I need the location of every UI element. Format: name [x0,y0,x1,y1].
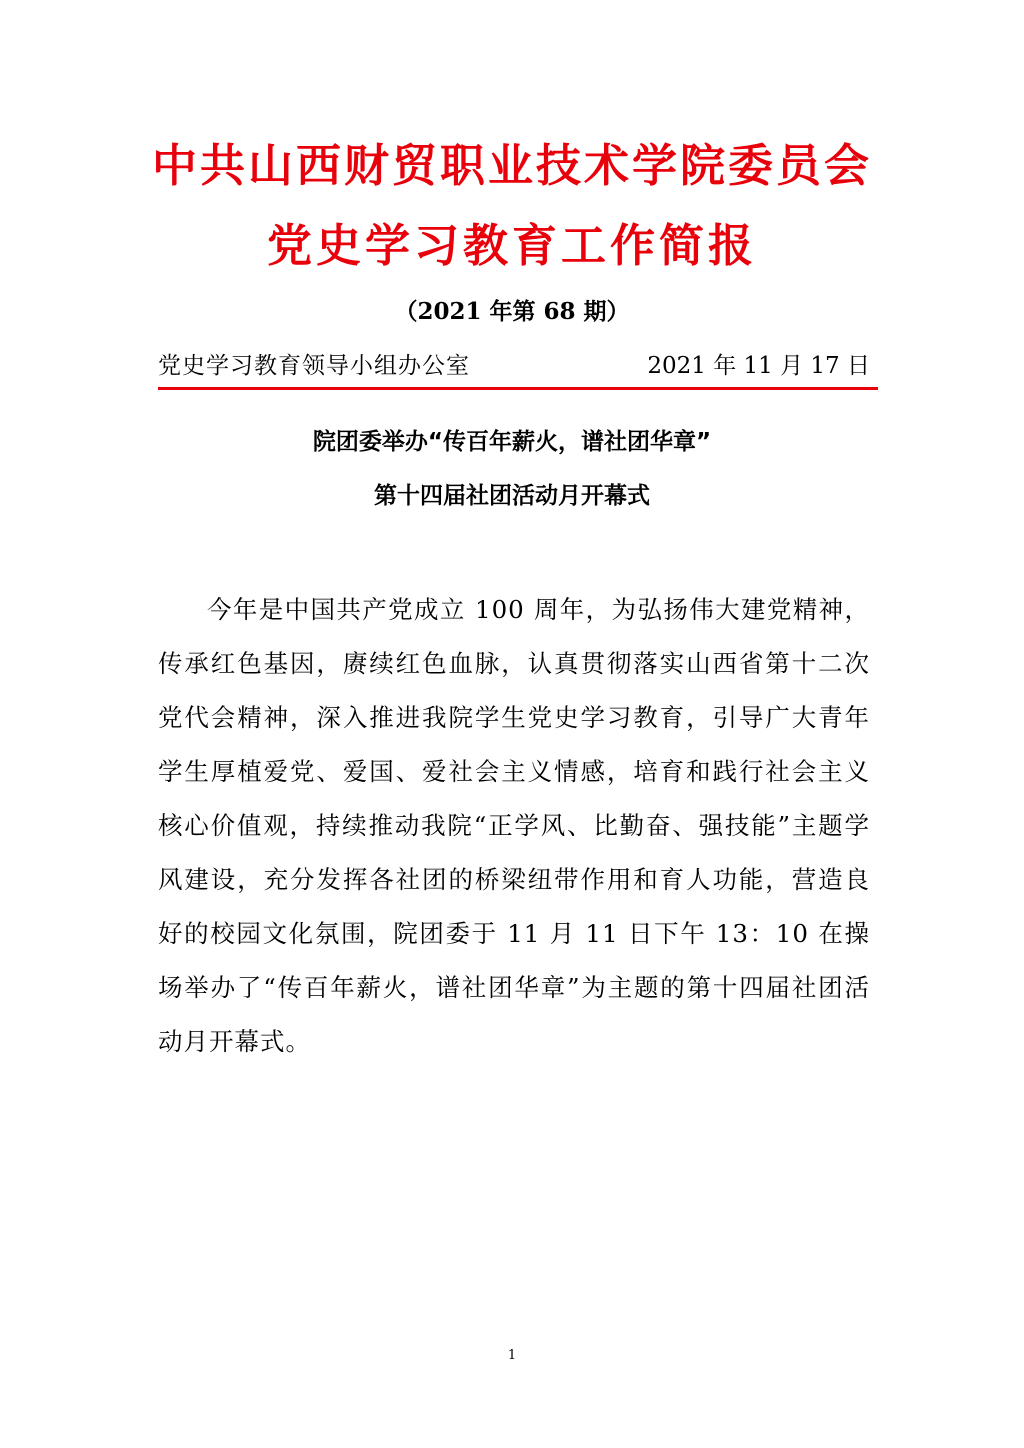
masthead-divider [158,387,878,390]
article-title-line-2: 第十四届社团活动月开幕式 [374,483,650,509]
bulletin-title: 党史学习教育工作简报 [266,219,757,272]
article-paragraph: 今年是中国共产党成立 100 周年，为弘扬伟大建党精神，传承红色基因，赓续红色血脉，认真贯彻落实山西省第十二次党代会精神，深入推进我院学生党史学习教育，引导广大青年学生厚植爱党、爱国、爱社会主义情感，培育和践行社会主义核心价值观，持续推动我院“正学风、比勤奋、强技能”主题学风建设，充分发挥各社团的桥梁纽带作用和育人功能，营造良好的校园文化氛围，院团委于 11 月 11 日下午 13：10 在操场举办了“传百年薪火，谱社团华章”为主题的第十四届社团活动月开幕式。 [158,595,870,1056]
issuing-office: 党史学习教育领导小组办公室 [158,353,470,379]
issue-date: 2021 年 11 月 17 日 [647,353,870,379]
page-number: 1 [507,1348,517,1363]
issuer-row [158,348,870,384]
issue-number: （2021 年第 68 期） [394,298,630,325]
organization-title: 中共山西财贸职业技术学院委员会 [151,139,872,192]
article-title-line-1: 院团委举办“传百年薪火，谱社团华章” [312,429,712,455]
